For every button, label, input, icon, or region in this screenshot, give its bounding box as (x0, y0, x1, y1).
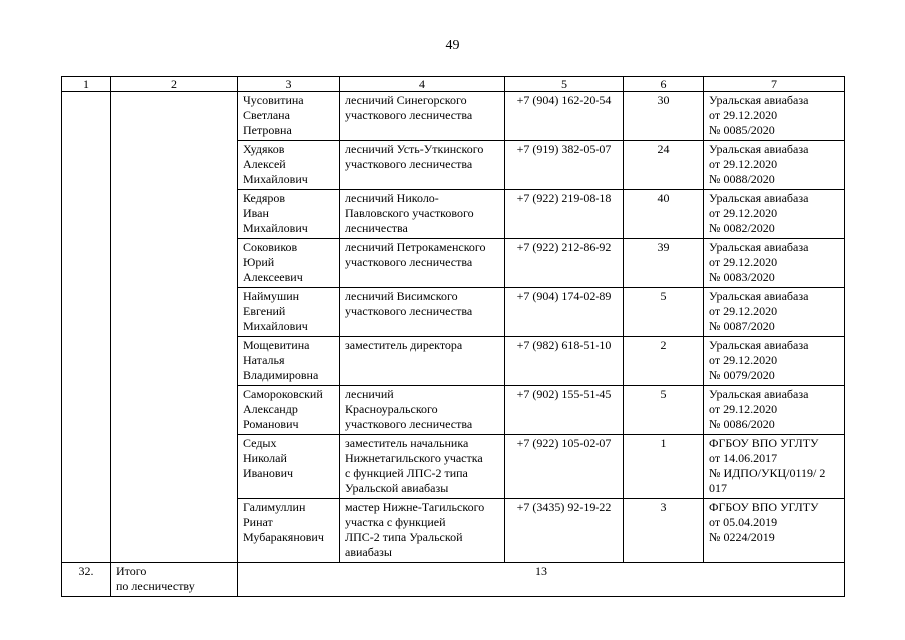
position-line: лесничий Синегорского (345, 93, 467, 107)
position-line: заместитель директора (345, 338, 463, 352)
position-cell (340, 141, 505, 190)
position-line: заместитель начальника (345, 436, 469, 450)
position-line: участкового лесничества (345, 157, 473, 171)
name-line: Кедяров (243, 191, 286, 205)
document-cell (704, 337, 845, 386)
count-cell: 2 (624, 337, 704, 386)
phone-cell: +7 (904) 162-20-54 (505, 92, 624, 141)
position-line: участка с функцией (345, 515, 446, 529)
document-line: Уральская авиабаза (709, 93, 809, 107)
name-line: Петровна (243, 123, 292, 137)
name-line: Светлана (243, 108, 290, 122)
document-line: от 29.12.2020 (709, 255, 778, 269)
name-line: Чусовитина (243, 93, 304, 107)
position-line: лесничий (345, 387, 394, 401)
column-header: 4 (340, 77, 505, 92)
count-cell: 39 (624, 239, 704, 288)
column-header: 3 (238, 77, 340, 92)
document-cell (704, 499, 845, 563)
position-line: лесничий Петрокаменского (345, 240, 486, 254)
name-line: Иванович (243, 466, 294, 480)
total-row (62, 563, 845, 597)
column-header: 5 (505, 77, 624, 92)
personnel-table (61, 76, 845, 597)
document-line: № 0082/2020 (709, 221, 775, 235)
phone-cell: +7 (3435) 92-19-22 (505, 499, 624, 563)
name-line: Михайлович (243, 221, 308, 235)
name-line: Мощевитина (243, 338, 310, 352)
name-line: Худяков (243, 142, 285, 156)
document-line: Уральская авиабаза (709, 289, 809, 303)
name-cell (238, 92, 340, 141)
position-cell (340, 435, 505, 499)
document-cell (704, 239, 845, 288)
position-line: участкового лесничества (345, 255, 473, 269)
name-line: Седых (243, 436, 277, 450)
document-line: Уральская авиабаза (709, 191, 809, 205)
position-cell (340, 92, 505, 141)
count-cell: 40 (624, 190, 704, 239)
document-cell (704, 386, 845, 435)
column-header: 7 (704, 77, 845, 92)
name-line: Михайлович (243, 172, 308, 186)
count-cell: 3 (624, 499, 704, 563)
position-line: лесничества (345, 221, 408, 235)
total-value-cell: 13 (238, 563, 845, 597)
column-header-row (62, 77, 845, 92)
document-cell (704, 92, 845, 141)
table-row (62, 92, 845, 141)
position-line: лесничий Висимского (345, 289, 458, 303)
document-line: от 29.12.2020 (709, 206, 778, 220)
name-line: Романович (243, 417, 299, 431)
document-line: Уральская авиабаза (709, 142, 809, 156)
phone-cell: +7 (982) 618-51-10 (505, 337, 624, 386)
position-line: Красноуральского (345, 402, 438, 416)
document-line: 017 (709, 481, 727, 495)
phone-cell: +7 (904) 174-02-89 (505, 288, 624, 337)
position-cell (340, 190, 505, 239)
document-line: от 29.12.2020 (709, 157, 778, 171)
document-line: от 29.12.2020 (709, 304, 778, 318)
name-cell (238, 190, 340, 239)
document-cell (704, 190, 845, 239)
count-cell: 1 (624, 435, 704, 499)
position-cell (340, 337, 505, 386)
name-line: Алексеевич (243, 270, 303, 284)
name-line: Ринат (243, 515, 273, 529)
count-cell: 5 (624, 288, 704, 337)
document-line: ФГБОУ ВПО УГЛТУ (709, 436, 819, 450)
name-cell (238, 435, 340, 499)
position-line: с функцией ЛПС-2 типа (345, 466, 468, 480)
document-line: Уральская авиабаза (709, 387, 809, 401)
phone-cell: +7 (919) 382-05-07 (505, 141, 624, 190)
position-line: лесничий Усть-Уткинского (345, 142, 484, 156)
document-line: № 0085/2020 (709, 123, 775, 137)
position-line: участкового лесничества (345, 417, 473, 431)
document-line: от 29.12.2020 (709, 402, 778, 416)
blank-forestry-cell (111, 92, 238, 563)
position-line: Нижнетагильского участка (345, 451, 483, 465)
phone-cell: +7 (922) 212-86-92 (505, 239, 624, 288)
name-cell (238, 288, 340, 337)
page-number: 49 (445, 38, 460, 53)
document-line: № ИДПО/УКЦ/0119/ 2 (709, 466, 826, 480)
name-cell (238, 239, 340, 288)
name-line: Евгений (243, 304, 286, 318)
document-cell (704, 435, 845, 499)
document-line: № 0088/2020 (709, 172, 775, 186)
count-cell: 30 (624, 92, 704, 141)
name-line: Наталья (243, 353, 285, 367)
position-line: Уральской авиабазы (345, 481, 449, 495)
name-line: Александр (243, 402, 298, 416)
document-line: № 0086/2020 (709, 417, 775, 431)
position-cell (340, 239, 505, 288)
phone-cell: +7 (902) 155-51-45 (505, 386, 624, 435)
position-cell (340, 386, 505, 435)
document-line: от 14.06.2017 (709, 451, 778, 465)
blank-number-cell (62, 92, 111, 563)
total-label-line: Итого (116, 564, 147, 578)
column-header: 1 (62, 77, 111, 92)
name-line: Владимировна (243, 368, 319, 382)
name-line: Мубаракянович (243, 530, 324, 544)
document-line: № 0079/2020 (709, 368, 775, 382)
document-line: Уральская авиабаза (709, 338, 809, 352)
position-cell (340, 288, 505, 337)
total-label-cell (111, 563, 238, 597)
table-body (62, 77, 845, 597)
column-header: 2 (111, 77, 238, 92)
count-cell: 24 (624, 141, 704, 190)
document-line: Уральская авиабаза (709, 240, 809, 254)
total-number-cell: 32. (62, 563, 111, 597)
name-cell (238, 141, 340, 190)
name-line: Наймушин (243, 289, 300, 303)
name-line: Михайлович (243, 319, 308, 333)
position-line: авиабазы (345, 545, 392, 559)
name-line: Иван (243, 206, 269, 220)
name-cell (238, 337, 340, 386)
position-line: ЛПС-2 типа Уральской (345, 530, 463, 544)
document-line: № 0224/2019 (709, 530, 775, 544)
name-line: Галимуллин (243, 500, 306, 514)
name-line: Алексей (243, 157, 286, 171)
document-line: от 29.12.2020 (709, 353, 778, 367)
phone-cell: +7 (922) 105-02-07 (505, 435, 624, 499)
column-header: 6 (624, 77, 704, 92)
document-line: № 0087/2020 (709, 319, 775, 333)
name-cell (238, 386, 340, 435)
position-cell (340, 499, 505, 563)
position-line: участкового лесничества (345, 304, 473, 318)
document-line: ФГБОУ ВПО УГЛТУ (709, 500, 819, 514)
count-cell: 5 (624, 386, 704, 435)
document-line: № 0083/2020 (709, 270, 775, 284)
name-cell (238, 499, 340, 563)
document-cell (704, 288, 845, 337)
name-line: Николай (243, 451, 287, 465)
name-line: Юрий (243, 255, 275, 269)
position-line: Павловского участкового (345, 206, 474, 220)
document-line: от 05.04.2019 (709, 515, 778, 529)
position-line: мастер Нижне-Тагильского (345, 500, 485, 514)
position-line: участкового лесничества (345, 108, 473, 122)
total-label-line: по лесничеству (116, 579, 195, 593)
name-line: Самороковский (243, 387, 323, 401)
position-line: лесничий Николо- (345, 191, 439, 205)
document-cell (704, 141, 845, 190)
name-line: Соковиков (243, 240, 298, 254)
document-line: от 29.12.2020 (709, 108, 778, 122)
phone-cell: +7 (922) 219-08-18 (505, 190, 624, 239)
